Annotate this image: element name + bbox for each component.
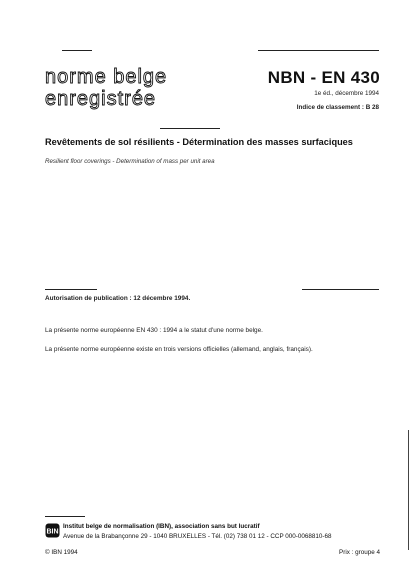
note-status: La présente norme européenne EN 430 : 1994 a le statut d'une norme belge.	[45, 327, 263, 334]
institute-name: Institut belge de normalisation (IBN), association sans but lucratif	[63, 523, 260, 530]
note-versions: La présente norme européenne existe en trois versions officielles (allemand, anglais, français).	[45, 346, 313, 353]
copyright: © IBN 1994	[45, 549, 78, 556]
publication-rule-left	[45, 289, 97, 290]
header-rule-left	[62, 50, 92, 51]
logo-letters: BIN	[46, 528, 59, 536]
ibn-logo-icon	[45, 523, 60, 538]
document-title: Revêtements de sol résilients - Détermination des masses surfaciques	[45, 137, 353, 147]
header-rule-right	[258, 50, 379, 51]
margin-bar	[408, 430, 409, 550]
institute-address: Avenue de la Brabançonne 29 - 1040 BRUXELLES - Tél. (02) 738 01 12 - CCP 000-0068810-68	[63, 533, 332, 540]
price-group: Prix : groupe 4	[339, 549, 380, 556]
edition-date: 1e éd., décembre 1994	[314, 90, 379, 97]
title-rule-top	[160, 128, 220, 129]
header-line1: norme belge	[45, 66, 168, 88]
publication-rule-right	[302, 289, 379, 290]
footer-rule-left	[45, 516, 85, 517]
english-title: Resilient floor coverings - Determination of mass per unit area	[45, 158, 215, 165]
classification-index: Indice de classement : B 28	[296, 104, 379, 111]
publication-authorization: Autorisation de publication : 12 décembre 1994.	[45, 295, 191, 302]
standard-number: NBN - EN 430	[267, 68, 380, 87]
header-line2: enregistrée	[45, 88, 157, 110]
ibn-logo	[45, 523, 60, 538]
